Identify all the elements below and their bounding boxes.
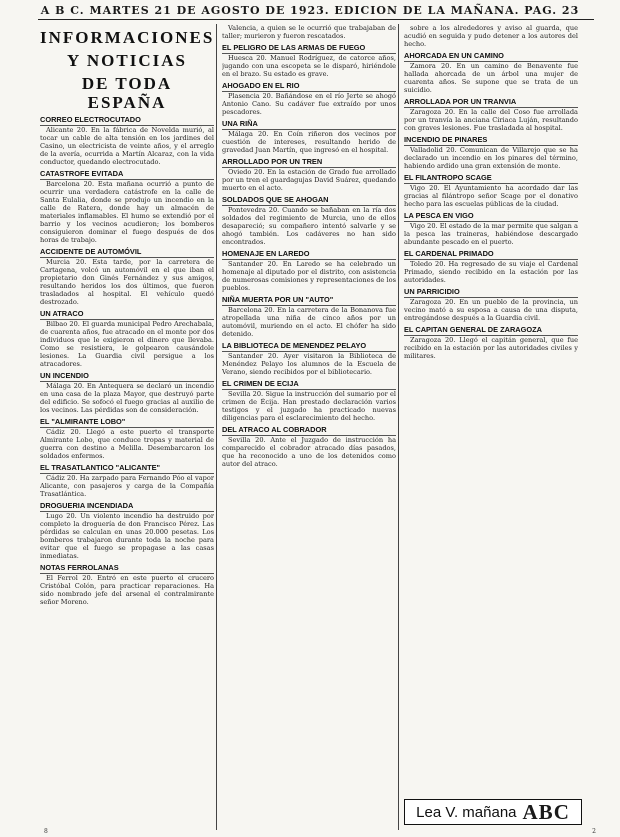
article-headline: INCENDIO DE PINARES [404,135,578,146]
article-body: Málaga 20. En Antequera se declaró un incendio en una casa de la plaza Mayor, que destruyó parte del edificio. Se sofocó el fuego gracias al auxilio de los vecinos. Las pérdidas son de consideración. [40,382,214,414]
article-body: Alicante 20. En la fábrica de Novelda murió, al tocar un cable de alta tensión en los jardines del Casino, un electricista de veinte años, y el arreglo de la avería, ocurrida a Martín Alcaraz, con la vida conductor, quedando electrocutado. [40,126,214,166]
article-body: Murcia 20. Esta tarde, por la carretera de Cartagena, volcó un automóvil en el que iban el propietario don Ginés Fernández y sus amigos, resultando heridos los dos últimos, que fueron trasladados al hospital. El vehículo quedó destrozado. [40,258,214,306]
article-body: Sevilla 20. Sigue la instrucción del sumario por el crimen de Écija. Han prestado declaración varios testigos y el juzgado ha practicado nuevas diligencias para el esclarecimiento del hecho. [222,390,396,422]
article-body: El Ferrol 20. Entró en este puerto el crucero Cristóbal Colón, para practicar reparaciones. Ha sido nombrado jefe del arsenal el contralmirante señor Moreno. [40,574,214,606]
article-headline: SOLDADOS QUE SE AHOGAN [222,195,396,206]
article-headline: CORREO ELECTROCUTADO [40,115,214,126]
article-body: Valencia, a quien se le ocurrió que trabajaban de taller; murieron y fueron rescatados. [222,24,396,40]
article-headline: EL FILANTROPO SCAGE [404,173,578,184]
article-headline: EL CARDENAL PRIMADO [404,249,578,260]
article-headline: EL CAPITAN GENERAL DE ZARAGOZA [404,325,578,336]
article-headline: NIÑA MUERTA POR UN "AUTO" [222,295,396,306]
article-body: Málaga 20. En Coín riñeron dos vecinos por cuestión de intereses, resultando herido de gravedad Juan Martín, que ingresó en el hospital. [222,130,396,154]
article-headline: NOTAS FERROLANAS [40,563,214,574]
article-headline: HOMENAJE EN LAREDO [222,249,396,260]
article-headline: EL "ALMIRANTE LOBO" [40,417,214,428]
article-body: Zaragoza 20. Llegó el capitán general, que fue recibido en la estación por las autoridades civiles y militares. [404,336,578,360]
article-body: Lugo 20. Un violento incendio ha destruido por completo la droguería de don Francisco Pérez. Las pérdidas se calculan en unas 20.000 pesetas. Los bomberos trabajaron durante toda la noche para evitar que el fuego se propagase a las casas inmediatas. [40,512,214,560]
column-1-articles [40,115,214,606]
article-body: Santander 20. Ayer visitaron la Biblioteca de Menéndez Pelayo los alumnos de la Escuela de Verano, siendo recibidos por el bibliotecario. [222,352,396,376]
abc-logo: ABC [522,799,570,824]
article-body: Cádiz 20. Ha zarpado para Fernando Póo el vapor Alicante, con pasajeros y carga de la Compañía Trasatlántica. [40,474,214,498]
column-3-articles [404,24,578,360]
article-body: Oviedo 20. En la estación de Grado fue arrollado por un tren el guardagujas David Suárez, quedando muerto en el acto. [222,168,396,192]
footer-mark-right: 2 [592,828,596,835]
article-body: Sevilla 20. Ante el Juzgado de instrucción ha comparecido el cobrador atracado días pasados, que ha reconocido a uno de los detenidos como autor del atraco. [222,436,396,468]
article-body: Zaragoza 20. En la calle del Coso fue arrollada por un tranvía la anciana Ciriaca Luján, resultando con graves lesiones. Fue trasladada al hospital. [404,108,578,132]
article-body: Santander 20. En Laredo se ha celebrado un homenaje al diputado por el distrito, con asistencia de numerosas comisiones y representaciones de los pueblos. [222,260,396,292]
advert-text: Lea V. mañana [416,803,517,821]
article-body: Vigo 20. El estado de la mar permite que salgan a la pesca las traineras, habiéndose descargado abundante pescado en el puerto. [404,222,578,246]
article-headline: LA BIBLIOTECA DE MENENDEZ PELAYO [222,341,396,352]
article-body: Plasencia 20. Bañándose en el río Jerte se ahogó Antonio Cano. Su cadáver fue extraído por unos pescadores. [222,92,396,116]
advert-box [404,799,582,825]
article-headline: ARROLLADO POR UN TREN [222,157,396,168]
article-headline: UNA RIÑA [222,119,396,130]
article-headline: CATASTROFE EVITADA [40,169,214,180]
article-headline: ACCIDENTE DE AUTOMÓVIL [40,247,214,258]
footer-mark-left: 8 [44,828,48,835]
article-headline: DROGUERIA INCENDIADA [40,501,214,512]
column-2-articles [222,24,396,468]
section-title-line-2: Y NOTICIAS [67,51,187,70]
article-headline: EL TRASATLANTICO "ALICANTE" [40,463,214,474]
column-divider-2 [398,24,399,830]
article-headline: DEL ATRACO AL COBRADOR [222,425,396,436]
article-body: Pontevedra 20. Cuando se bañaban en la ría dos soldados del regimiento de Murcia, uno de ellos desapareció; su compañero intentó salvarle y se ahogó también. Los cadáveres no han sido encontrados. [222,206,396,246]
article-headline: UN INCENDIO [40,371,214,382]
article-body: Cádiz 20. Llegó a este puerto el transporte Almirante Lobo, que conduce tropas y material de guerra con destino a Melilla. Desembarcaron los soldados enfermos. [40,428,214,460]
section-title-line-3: DE TODA ESPAÑA [81,74,173,112]
article-body: Zaragoza 20. En un pueblo de la provincia, un vecino mató a su esposa a causa de una disputa, entregándose después a la Guardia civil. [404,298,578,322]
article-headline: ARROLLADA POR UN TRANVIA [404,97,578,108]
column-2 [222,24,396,830]
column-divider-1 [216,24,217,830]
header-rule [38,19,594,20]
article-body: Zamora 20. En un camino de Benavente fue hallada ahorcada de un árbol una mujer de cuarenta años. Se supone que se trata de un suicidio. [404,62,578,94]
article-body: Huesca 20. Manuel Rodríguez, de catorce años, jugando con una escopeta se le disparó, hiriéndole en el brazo. Su estado es grave. [222,54,396,78]
section-title-line-1: INFORMACIONES [40,28,214,47]
article-body: Valladolid 20. Comunican de Villarejo que se ha declarado un incendio en los pinares del término, habiendo ardido una gran extensión de monte. [404,146,578,170]
article-headline: UN ATRACO [40,309,214,320]
article-body: sobre a los alrededores y aviso al guarda, que acudió en seguida y pudo detener a los autores del hecho. [404,24,578,48]
article-body: Toledo 20. Ha regresado de su viaje el Cardenal Primado, siendo recibido en la estación por las autoridades. [404,260,578,284]
article-headline: EL CRIMEN DE ECIJA [222,379,396,390]
article-body: Barcelona 20. En la carretera de la Bonanova fue atropellada una niña de cinco años por un automóvil, muriendo en el acto. El chófer ha sido detenido. [222,306,396,338]
article-headline: LA PESCA EN VIGO [404,211,578,222]
page-header: A B C. MARTES 21 DE AGOSTO DE 1923. EDICION DE LA MAÑANA. PAG. 23 [40,4,580,17]
column-3 [404,24,578,830]
article-headline: AHOGADO EN EL RIO [222,81,396,92]
article-headline: UN PARRICIDIO [404,287,578,298]
article-body: Vigo 20. El Ayuntamiento ha acordado dar las gracias al filántropo señor Scage por el donativo hecho para las escuelas públicas de la ciudad. [404,184,578,208]
article-headline: AHORCADA EN UN CAMINO [404,51,578,62]
column-1 [40,24,214,830]
article-headline: EL PELIGRO DE LAS ARMAS DE FUEGO [222,43,396,54]
article-body: Bilbao 20. El guarda municipal Pedro Arechabala, de cuarenta años, fue atracado en el monte por dos individuos que le exigieron el dinero que llevaba. Como se resistiera, le golpearon causándole lesiones. La Guardia civil persigue a los atracadores. [40,320,214,368]
article-body: Barcelona 20. Esta mañana ocurrió a punto de ocurrir una verdadera catástrofe en la calle de Santa Eulalia, donde se produjo un incendio en la calle de Ratera, donde hay un almacén de materiales inflamables. El humo se extendió por el barrio y los vecinos acudieron; los bomberos consiguieron dominar el fuego después de dos horas de trabajo. [40,180,214,244]
